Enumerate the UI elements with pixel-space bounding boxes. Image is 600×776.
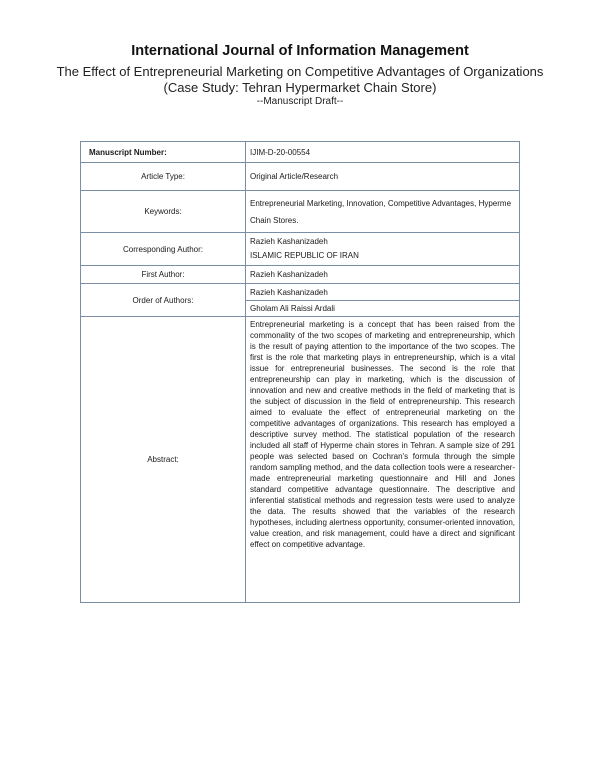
- article-type-label: Article Type:: [81, 163, 246, 191]
- journal-name: International Journal of Information Management: [131, 43, 469, 59]
- corresponding-author-label: Corresponding Author:: [81, 233, 246, 266]
- corresponding-author-value: [246, 233, 520, 266]
- manuscript-info-table: [80, 141, 520, 603]
- table-row-keywords: [81, 191, 520, 233]
- paper-title: [0, 64, 600, 96]
- document-header: [0, 42, 600, 108]
- order-of-authors-author2: Gholam Ali Raissi Ardali: [246, 301, 520, 317]
- table-row-manuscript-number: [81, 142, 520, 163]
- paper-title-line1: The Effect of Entrepreneurial Marketing on Competitive Advantages of Organizations: [56, 64, 544, 79]
- manuscript-number-label: Manuscript Number:: [81, 142, 246, 163]
- keywords-value: Entrepreneurial Marketing, Innovation, Competitive Advantages, Hyperme Chain Stores.: [246, 191, 520, 233]
- corresponding-author-name: Razieh Kashanizadeh: [250, 237, 328, 246]
- first-author-label: First Author:: [81, 266, 246, 284]
- table-row-article-type: [81, 163, 520, 191]
- corresponding-author-country: ISLAMIC REPUBLIC OF IRAN: [250, 251, 359, 260]
- manuscript-number-value: IJIM-D-20-00554: [246, 142, 520, 163]
- table-row-first-author: [81, 266, 520, 284]
- manuscript-draft-label: --Manuscript Draft--: [256, 96, 344, 107]
- order-of-authors-label: Order of Authors:: [81, 284, 246, 317]
- table-row-order-of-authors: [81, 284, 520, 301]
- abstract-label: Abstract:: [81, 317, 246, 603]
- table-row-corresponding-author: [81, 233, 520, 266]
- order-of-authors-author1: Razieh Kashanizadeh: [246, 284, 520, 301]
- first-author-value: Razieh Kashanizadeh: [246, 266, 520, 284]
- keywords-label: Keywords:: [81, 191, 246, 233]
- table-row-abstract: [81, 317, 520, 603]
- abstract-value: Entrepreneurial marketing is a concept that has been raised from the commonality of the two scopes of marketing and entrepreneurship, which is the result of paying attention to the importance of the two scopes. The first is the role that marketing plays in entrepreneurship, which is a vital issue for entrepreneurial businesses. The second is the role that entrepreneurship can play in marketing, which is the discussion of innovation and new and creative methods in the field of marketing that is the subject of discussion in the field of entrepreneurship. This research aimed to evaluate the effect of entrepreneurial marketing on the competitive advantages of organizations. This research has employed a descriptive survey method. The statistical population of the research included all staff of Hyperme chain stores in Tehran. A sample size of 291 people was selected based on Cochran's formula through the simple random sampling method, and the data collection tools were a researcher- made entrepreneurial marketing questionnaire and Hill and Jones standard competitive advantage questionnaire. The descriptive and inferential statistical methods and regression tests were used to analyze the data. The results showed that the variables of the research hypotheses, including alertness opportunity, consumer-oriented innovation, value creation, and risk management, could have a direct and significant effect on competitive advantage.: [246, 317, 520, 603]
- article-type-value: Original Article/Research: [246, 163, 520, 191]
- paper-title-line2: (Case Study: Tehran Hypermarket Chain Store): [163, 80, 437, 95]
